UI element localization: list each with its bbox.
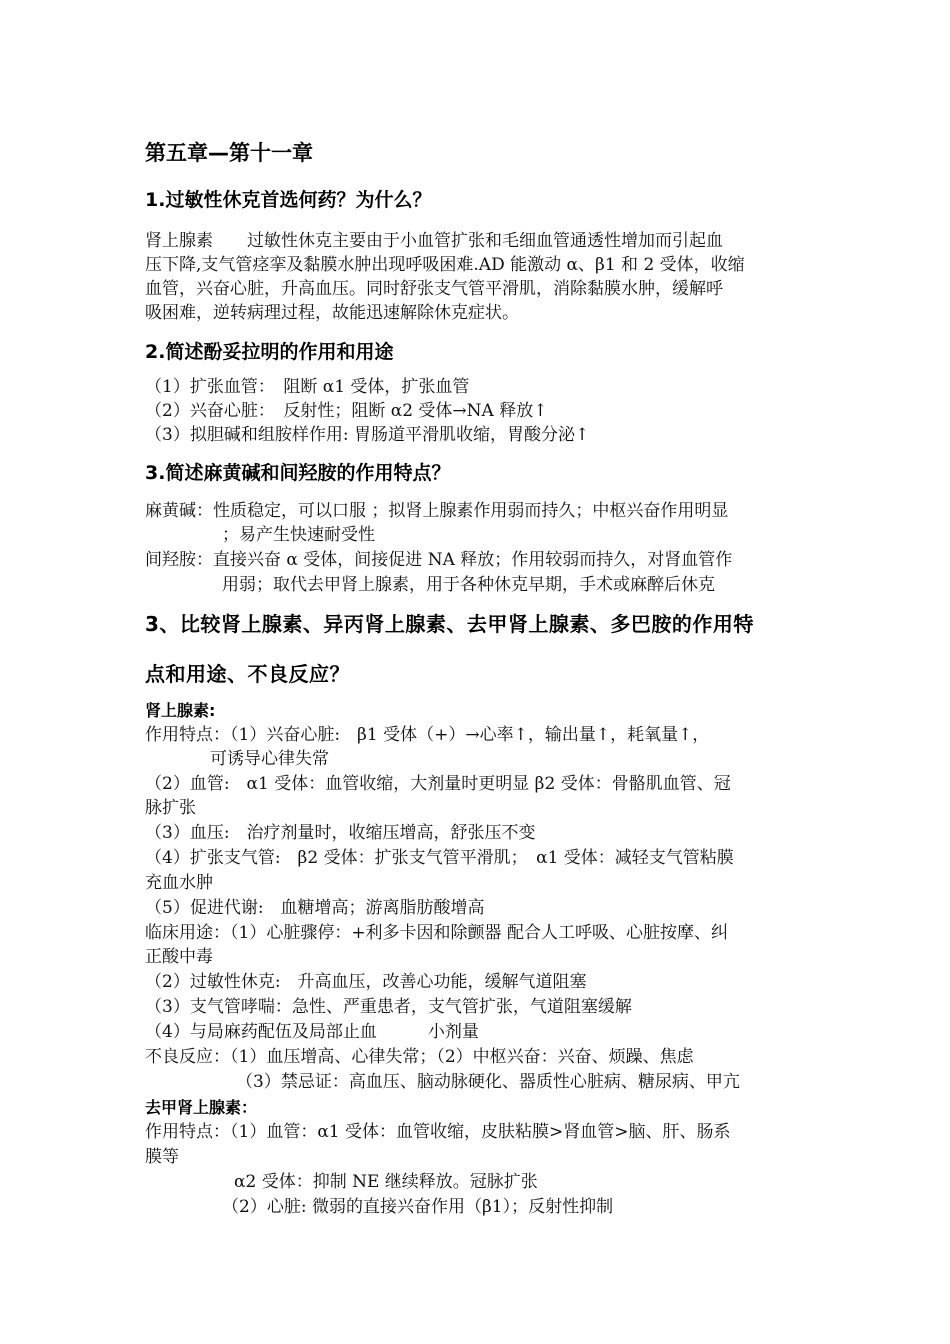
adrenaline-line: 充血水肿: [145, 873, 213, 893]
adrenaline-line: （3）禁忌证：高血压、脑动脉硬化、器质性心脏病、糖尿病、甲亢: [236, 1072, 740, 1092]
adrenaline-line: （3）支气管哮喘：急性、严重患者，支气管扩张，气道阻塞缓解: [145, 997, 632, 1017]
answer-2-line: （2）兴奋心脏： 反射性；阻断 α2 受体→NA 释放↑: [145, 401, 548, 421]
noradrenaline-line: α2 受体：抑制 NE 继续释放。冠脉扩张: [234, 1172, 538, 1192]
answer-2-line: （1）扩张血管： 阻断 α1 受体，扩张血管: [145, 377, 470, 397]
adrenaline-line: （5）促进代谢: 血糖增高；游离脂肪酸增高: [145, 898, 485, 918]
noradrenaline-line: （2）心脏: 微弱的直接兴奋作用（β1）；反射性抑制: [222, 1197, 614, 1217]
adrenaline-line: 临床用途：（1）心脏骤停：+利多卡因和除颤器 配合人工呼吸、心脏按摩、纠: [145, 923, 728, 943]
adrenaline-line: 作用特点：（1）兴奋心脏: β1 受体（+）→心率↑，输出量↑，耗氧量↑，: [145, 725, 710, 745]
question-3-heading: 3.简述麻黄碱和间羟胺的作用特点？: [145, 462, 451, 484]
noradrenaline-line: 膜等: [145, 1147, 179, 1167]
answer-3-line: 用弱；取代去甲肾上腺素，用于各种休克早期，手术或麻醉后休克: [222, 575, 715, 595]
answer-3-line: 麻黄碱：性质稳定，可以口服 ；拟肾上腺素作用弱而持久；中枢兴奋作用明显: [145, 501, 729, 521]
adrenaline-line: 可诱导心律失常: [210, 749, 329, 769]
adrenaline-line: 不良反应：（1）血压增高、心律失常；（2）中枢兴奋：兴奋、烦躁、焦虑: [145, 1047, 694, 1067]
question-2-heading: 2.简述酚妥拉明的作用和用途: [145, 341, 394, 363]
chapter-title: 第五章—第十一章: [145, 141, 313, 165]
adrenaline-line: （4）与局麻药配伍及局部止血 小剂量: [145, 1022, 479, 1042]
question-4-heading: 3、比较肾上腺素、异丙肾上腺素、去甲肾上腺素、多巴胺的作用特: [145, 612, 754, 636]
section-title-noradrenaline: 去甲肾上腺素：: [145, 1098, 258, 1117]
adrenaline-line: （2）血管: α1 受体：血管收缩，大剂量时更明显 β2 受体：骨骼肌血管、冠: [145, 774, 731, 794]
adrenaline-line: （3）血压: 治疗剂量时，收缩压增高，舒张压不变: [145, 823, 536, 843]
adrenaline-line: （2）过敏性休克: 升高血压，改善心功能，缓解气道阻塞: [145, 972, 587, 992]
section-title-adrenaline: 肾上腺素:: [145, 701, 216, 720]
answer-1-line: 肾上腺素 过敏性休克主要由于小血管扩张和毛细血管通透性增加而引起血: [145, 231, 723, 251]
answer-2-line: （3）拟胆碱和组胺样作用: 胃肠道平滑肌收缩，胃酸分泌↑: [145, 425, 590, 445]
answer-1-line: 吸困难，逆转病理过程，故能迅速解除休克症状。: [145, 303, 519, 323]
adrenaline-line: 正酸中毒: [145, 947, 213, 967]
noradrenaline-line: 作用特点：（1）血管：α1 受体：血管收缩，皮肤粘膜>肾血管>脑、肝、肠系: [145, 1122, 731, 1142]
adrenaline-line: （4）扩张支气管: β2 受体：扩张支气管平滑肌； α1 受体：减轻支气管粘膜: [145, 848, 734, 868]
answer-1-line: 压下降,支气管痉挛及黏膜水肿出现呼吸困难.AD 能激动 α、β1 和 2 受体，收缩: [145, 255, 745, 275]
adrenaline-line: 脉扩张: [145, 798, 196, 818]
answer-1-line: 血管，兴奋心脏，升高血压。同时舒张支气管平滑肌，消除黏膜水肿，缓解呼: [145, 279, 723, 299]
question-1-heading: 1.过敏性休克首选何药？为什么？: [145, 189, 432, 211]
answer-3-line: ；易产生快速耐受性: [222, 525, 375, 545]
question-4-heading-cont: 点和用途、不良反应？: [145, 662, 350, 686]
answer-3-line: 间羟胺：直接兴奋 α 受体，间接促进 NA 释放；作用较弱而持久，对肾血管作: [145, 550, 733, 570]
